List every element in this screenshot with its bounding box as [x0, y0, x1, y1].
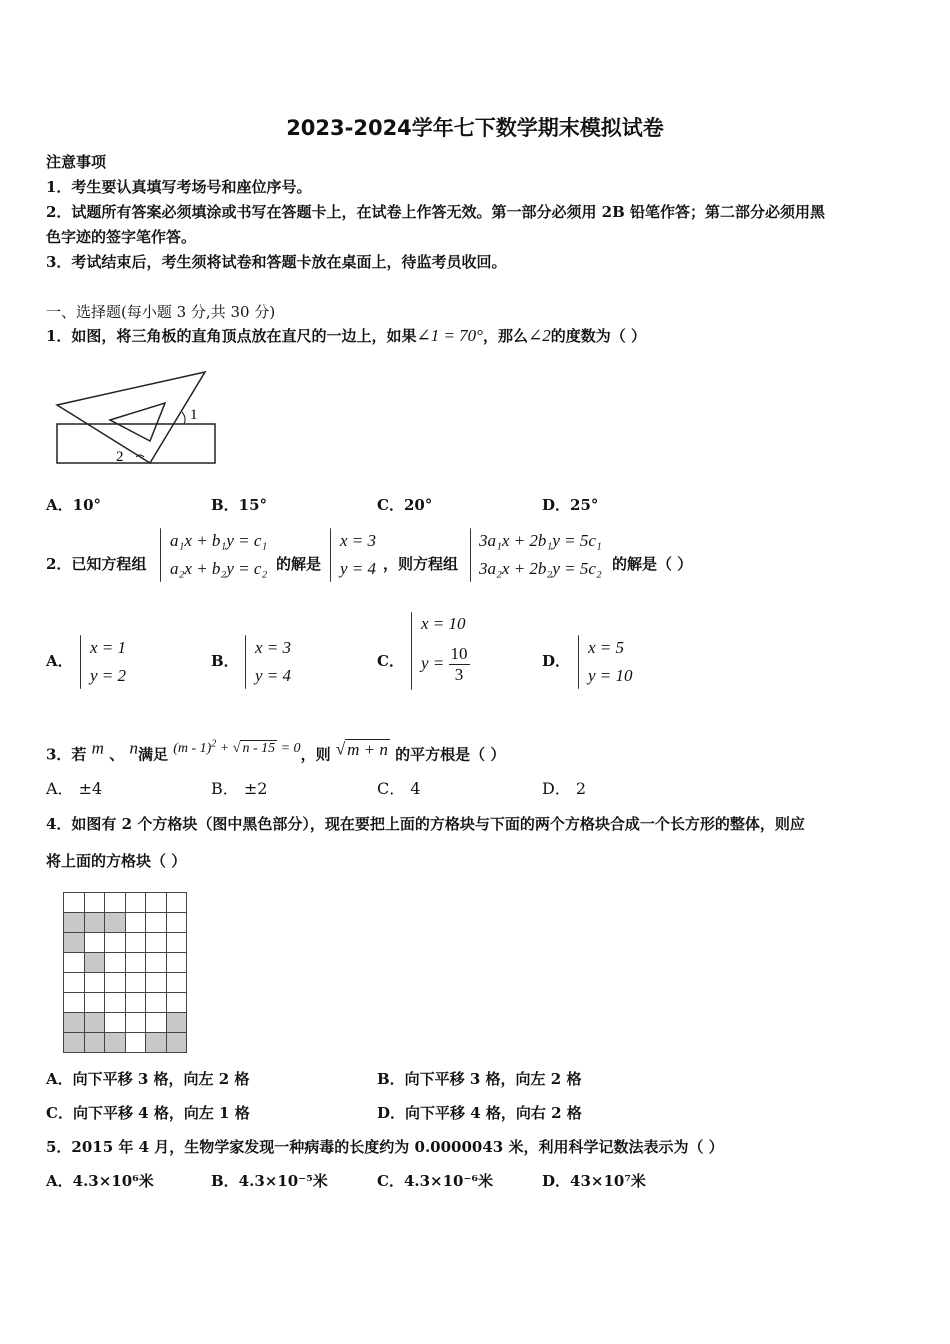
- q4-option-a[interactable]: A．向下平移 3 格，向左 2 格: [46, 1070, 250, 1088]
- q4-option-d[interactable]: D．向下平移 4 格，向右 2 格: [377, 1104, 582, 1122]
- q2-option-c-system: x = 10 y = $\frac{10}{3}$: [421, 614, 468, 684]
- q2-option-d-system: x = 5 y = 10: [588, 638, 633, 685]
- q1-option-b[interactable]: B．15°: [211, 496, 268, 514]
- q2-option-c[interactable]: C．: [377, 652, 404, 670]
- question-4-line2: 将上面的方格块（ ）: [46, 852, 187, 870]
- question-4-line1: 4．如图有 2 个方格块（图中黑色部分），现在要把上面的方格块与下面的两个方格块合成一个长方形的整体，则应: [46, 815, 805, 833]
- figure-label: 2: [116, 449, 124, 465]
- q2-option-b[interactable]: B．: [211, 652, 239, 670]
- q2-mid1: 的解是: [276, 555, 322, 573]
- q5-option-a[interactable]: A．4.3×10⁶米: [46, 1172, 154, 1190]
- q5-option-c[interactable]: C．4.3×10⁻⁶米: [377, 1172, 493, 1190]
- q2-option-a[interactable]: A．: [46, 652, 73, 670]
- notes-heading: 注意事项: [46, 153, 107, 171]
- q2-option-b-system: x = 3 y = 4: [255, 638, 292, 685]
- note-item: 色字迹的签字笔作答。: [46, 228, 197, 246]
- note-item: 3．考试结束后，考生须将试卷和答题卡放在桌面上，待监考员收回。: [46, 253, 507, 271]
- figure-label: 1: [190, 407, 198, 423]
- q2-prefix: 2．已知方程组: [46, 555, 147, 573]
- angle-2-expr: ∠2: [527, 326, 551, 345]
- q2-system-1: a₁x + b₁y = c₁ a₂x + b₂y = c₂: [170, 531, 268, 578]
- note-item: 1．考生要认真填写考场号和座位序号。: [46, 178, 312, 196]
- q3-option-c[interactable]: C． 4: [377, 779, 421, 798]
- section-heading: 一、选择题(每小题 3 分,共 30 分): [46, 303, 276, 321]
- question-3: 3．若 m 、 n满足 (m - 1)$^2$ + √ n - 15 = 0，则 √ m + n 的平方根是（ ）: [46, 738, 506, 764]
- angle-1-expr: ∠1 = 70°: [416, 326, 483, 345]
- question-5: 5．2015 年 4 月，生物学家发现一种病毒的长度约为 0.0000043 米，利用科学记数法表示为（ ）: [46, 1138, 724, 1156]
- q1-option-a[interactable]: A．10°: [46, 496, 102, 514]
- q3-option-a[interactable]: A． ±4: [46, 779, 103, 798]
- q2-suffix: 的解是（ ）: [612, 555, 693, 573]
- q5-option-b[interactable]: B．4.3×10⁻⁵米: [211, 1172, 328, 1190]
- q2-solution: x = 3 y = 4: [340, 531, 377, 578]
- q3-option-b[interactable]: B． ±2: [211, 779, 268, 798]
- grid-figure: [63, 892, 187, 1053]
- q5-option-d[interactable]: D．43×10⁷米: [542, 1172, 646, 1190]
- q2-option-d[interactable]: D．: [542, 652, 571, 670]
- q3-condition: (m - 1)$^2$ + √ n - 15 = 0: [173, 738, 301, 756]
- question-1: 1．如图，将三角板的直角顶点放在直尺的一边上，如果∠1 = 70°，那么∠2的度数为（ ）: [46, 326, 646, 345]
- q2-option-a-system: x = 1 y = 2: [90, 638, 127, 685]
- q1-option-c[interactable]: C．20°: [377, 496, 433, 514]
- q2-mid2: ，则方程组: [383, 555, 459, 573]
- q3-expression: m + n: [347, 739, 388, 759]
- page-title: 2023-2024学年七下数学期末模拟试卷: [286, 116, 664, 140]
- q4-option-b[interactable]: B．向下平移 3 格，向左 2 格: [377, 1070, 582, 1088]
- q1-option-d[interactable]: D．25°: [542, 496, 599, 514]
- triangle-ruler-figure: [50, 365, 230, 470]
- q3-option-d[interactable]: D． 2: [542, 779, 587, 798]
- q4-option-c[interactable]: C．向下平移 4 格，向左 1 格: [46, 1104, 250, 1122]
- q2-system-2: 3a₁x + 2b₁y = 5c₁ 3a₂x + 2b₂y = 5c₂: [479, 531, 602, 578]
- note-item: 2．试题所有答案必须填涂或书写在答题卡上，在试卷上作答无效。第一部分必须用 2B 铅笔作答；第二部分必须用黑: [46, 203, 826, 221]
